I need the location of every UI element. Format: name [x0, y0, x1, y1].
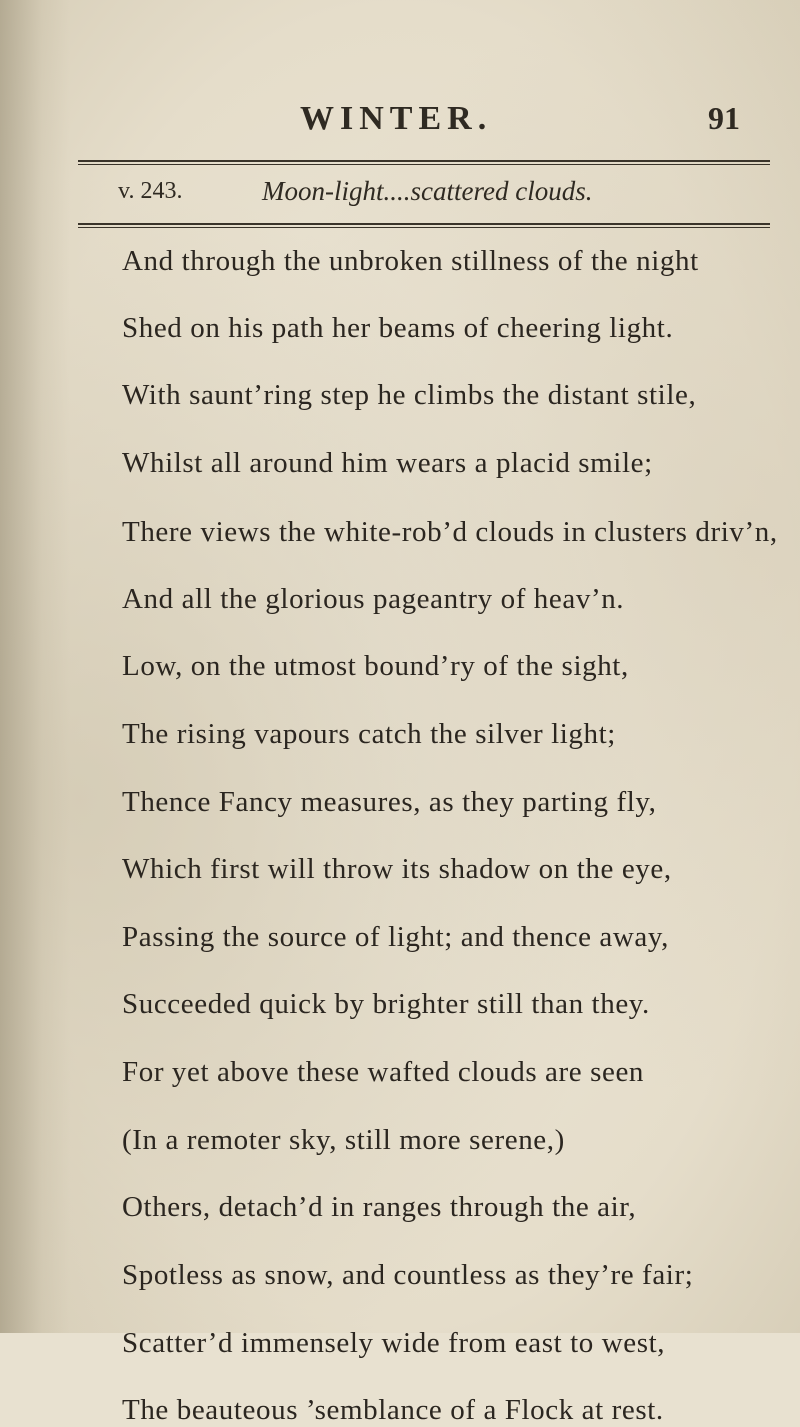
note-caption: Moon-light....scattered clouds.	[262, 176, 593, 206]
page-number: 91	[708, 100, 740, 136]
poem-line: The rising vapours catch the silver light;	[122, 718, 616, 750]
poem-line: Scatter’d immensely wide from east to west,	[122, 1327, 666, 1359]
poem-line: Others, detach’d in ranges through the air,	[122, 1191, 637, 1223]
poem-line: And all the glorious pageantry of heav’n.	[122, 583, 625, 615]
poem-line: Passing the source of light; and thence away,	[122, 921, 669, 953]
header-rule-bottom-thin	[78, 227, 770, 228]
header-rule-top-thin	[78, 164, 770, 165]
header-rule-bottom	[78, 223, 770, 225]
poem-line: And through the unbroken stillness of the night	[122, 245, 699, 277]
poem-line: (In a remoter sky, still more serene,)	[122, 1124, 565, 1156]
verse-reference: v. 243.	[118, 178, 183, 204]
running-head-title: WINTER.	[300, 100, 493, 137]
poem-line: Succeeded quick by brighter still than they.	[122, 988, 650, 1020]
poem-line: Spotless as snow, and countless as they’re fair;	[122, 1259, 694, 1291]
poem-line: Whilst all around him wears a placid smile;	[122, 447, 653, 479]
page-gutter-shadow	[0, 0, 70, 1333]
poem-line: The beauteous ’semblance of a Flock at rest.	[122, 1394, 664, 1426]
poem-line: For yet above these wafted clouds are seen	[122, 1056, 645, 1088]
poem-line: Shed on his path her beams of cheering light.	[122, 312, 674, 344]
header-rule-top	[78, 160, 770, 162]
poem-line: Thence Fancy measures, as they parting fly,	[122, 786, 657, 818]
poem-line: There views the white-rob’d clouds in clusters driv’n,	[122, 516, 778, 548]
poem-line: Low, on the utmost bound’ry of the sight,	[122, 650, 629, 682]
poem-line: With saunt’ring step he climbs the distant stile,	[122, 379, 697, 411]
poem-line: Which first will throw its shadow on the eye,	[122, 853, 672, 885]
